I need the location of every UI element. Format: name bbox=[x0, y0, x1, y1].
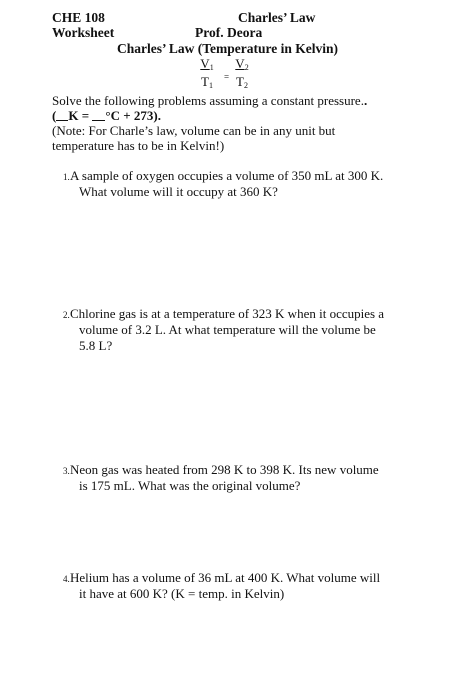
problem-3 bbox=[63, 462, 379, 494]
problem-number: 3. bbox=[63, 466, 70, 476]
instruction-line: Solve the following problems assuming a constant pressure. bbox=[52, 93, 364, 108]
instructor-name: Prof. Deora bbox=[195, 25, 263, 40]
problem-text-line: A sample of oxygen occupies a volume of 350 mL at 300 K. bbox=[70, 168, 384, 183]
blank-kelvin[interactable] bbox=[56, 110, 68, 121]
problem-text-line: it have at 600 K? (K = temp. in Kelvin) bbox=[79, 586, 285, 601]
fraction-v2-t2 bbox=[234, 57, 250, 93]
problem-text-line: is 175 mL. What was the original volume? bbox=[79, 478, 301, 493]
problem-text-line: Helium has a volume of 36 mL at 400 K. What volume will bbox=[70, 570, 381, 585]
problem-text-line: What volume will it occupy at 360 K? bbox=[79, 184, 278, 199]
problem-number: 2. bbox=[63, 310, 70, 320]
problem-number: 1. bbox=[63, 172, 70, 182]
numerator-v2: $V_2$ bbox=[235, 56, 249, 72]
problem-text-line: Neon gas was heated from 298 K to 398 K. Its new volume bbox=[70, 462, 379, 477]
denominator-t1: $T_1$ bbox=[201, 74, 213, 90]
worksheet-topic: Charles’ Law bbox=[238, 10, 316, 25]
problem-text-line: Chlorine gas is at a temperature of 323 K when it occupies a bbox=[70, 306, 385, 321]
document-type: Worksheet bbox=[52, 25, 115, 40]
problem-text-line: 5.8 L? bbox=[79, 338, 113, 353]
kelvin-conversion: ( K = °C + 273). bbox=[52, 108, 161, 123]
problem-number: 4. bbox=[63, 574, 70, 584]
numerator-v1: $V_1$ bbox=[200, 56, 214, 72]
blank-celsius[interactable] bbox=[92, 110, 105, 121]
fraction-v1-t1 bbox=[199, 57, 215, 93]
page-title: Charles’ Law (Temperature in Kelvin) bbox=[117, 41, 338, 56]
problem-1 bbox=[63, 168, 383, 200]
instruction-text: Solve the following problems assuming a constant pressure.. bbox=[52, 93, 368, 108]
equals-sign: = bbox=[224, 72, 230, 82]
course-code: CHE 108 bbox=[52, 10, 105, 25]
problem-text-line: volume of 3.2 L. At what temperature will the volume be bbox=[79, 322, 376, 337]
note-line-2: temperature has to be in Kelvin!) bbox=[52, 138, 225, 153]
denominator-t2: $T_2$ bbox=[236, 74, 248, 90]
problem-4 bbox=[63, 570, 380, 602]
note-line-1: (Note: For Charle’s law, volume can be in any unit but bbox=[52, 123, 336, 138]
problem-2 bbox=[63, 306, 384, 354]
